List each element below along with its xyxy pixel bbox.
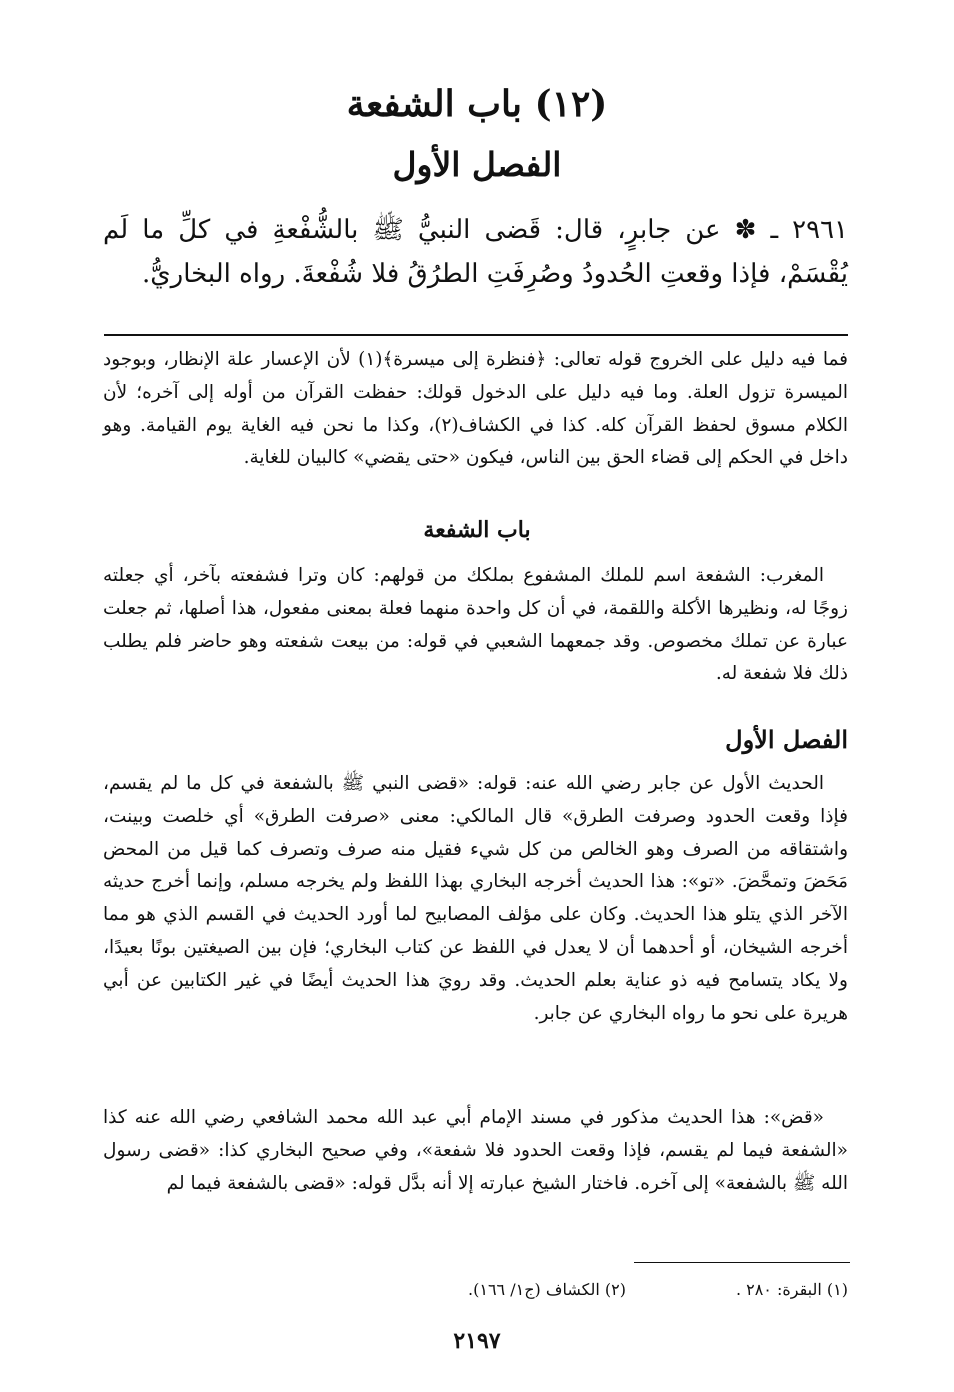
chapter-title: (١٢) باب الشفعة — [346, 83, 608, 125]
commentary-subheading-fasl: الفصل الأول — [725, 725, 848, 754]
footnote-1: (١) البقرة: ٢٨٠ . — [735, 1280, 848, 1299]
commentary-qadh — [103, 1102, 848, 1200]
commentary-subheading-bab: باب الشفعة — [423, 517, 531, 543]
footnote-2: (٢) الكشاف (ج١/ ١٦٦). — [468, 1280, 626, 1299]
commentary-qadh-text: «قض»: هذا الحديث مذكور في مسند الإمام أبي عبد الله محمد الشافعي رضي الله عنه كذا «الشفعة فيما لم يقسم، فإذا وقعت الحدود فلا شفعة»، وفي صحيح البخاري كذا: «قضى رسول الله ﷺ بالشفعة» إلى آخره. فاختار الشيخ عبارته إلا أنه بدَّل قوله: «قضى بالشفعة فيما لم — [103, 1107, 848, 1194]
commentary-hadith — [103, 768, 848, 1030]
commentary-maghrib — [103, 560, 848, 691]
page-number: ٢١٩٧ — [453, 1328, 501, 1354]
footnotes — [103, 1276, 848, 1304]
hadith-text: ٢٩٦١ ـ ✽ عن جابرٍ، قال: قَضى النبيُّ ﷺ بالشُّفْعةِ في كلِّ ما لَم يُقْسَمْ، فإذا وقعتِ الحُدودُ وصُرِفَتِ الطرُقُ فلا شُفْعةَ. رواه البخاريُّ. — [103, 215, 848, 289]
commentary-maghrib-text: المغرب: الشفعة اسم للملك المشفوع بملكك من قولهم: كان وترا فشفعته بآخر، أي جعلته زوجًا له، ونظيرها الأكلة واللقمة، في أن كل واحدة منهما فعلة بمعنى مفعول، هذا أصلها، ثم جعلت عبارة عن تملك مخصوص. وقد جمعهما الشعبي في قوله: من بيعت شفعته وهو حاضر فلم يطلب ذلك فلا شفعة له. — [103, 565, 848, 685]
commentary-hadith-text: الحديث الأول عن جابر رضي الله عنه: قوله: «قضى النبي ﷺ بالشفعة في كل ما لم يقسم، فإذا وقعت الحدود وصرفت الطرق» قال المالكي: معنى «صرفت الطرق» أي خلصت وبينت، واشتقاقه من الصرف وهو الخالص من كل شيء فقيل منه صرف وتصرف كما قيل من المحض مَحَضَ وتمحَّضَ. «تو»: هذا الحديث أخرجه البخاري بهذا اللفظ ولم يخرجه مسلم، وإنما أخرج حديثه الآخر الذي يتلو هذا الحديث. وكان على مؤلف المصابيح لما أورد الحديث في القسم الذي هو مما أخرجه الشيخان، أو أحدهما أن لا يعدل في اللفظ عن كتاب البخاري؛ فإن بين الصيغتين بونًا بعيدًا، ولا يكاد يتسامح فيه ذو عناية بعلم الحديث. وقد رويَ هذا الحديث أيضًا في غير الكتابين عن أبي هريرة على نحو ما رواه البخاري عن جابر. — [103, 773, 848, 1024]
section-title: الفصل الأول — [392, 145, 562, 184]
main-divider — [104, 334, 848, 336]
footnote-divider — [634, 1262, 850, 1263]
commentary-intro: فما فيه دليل على الخروج قوله تعالى: ﴿فنظرة إلى ميسرة﴾(١) لأن الإعسار علة الإنظار، وبوجود الميسرة تزول العلة. وما فيه دليل على الدخول قولك: حفظت القرآن من أوله إلى آخره؛ لأن الكلام مسوق لحفظ القرآن كله. كذا في الكشاف(٢)، وكذا ما نحن فيه الغاية يوم القيامة. وهو داخل في الحكم إلى قضاء الحق بين الناس، فيكون «حتى يقضي» كالبيان للغاية. — [103, 349, 849, 469]
